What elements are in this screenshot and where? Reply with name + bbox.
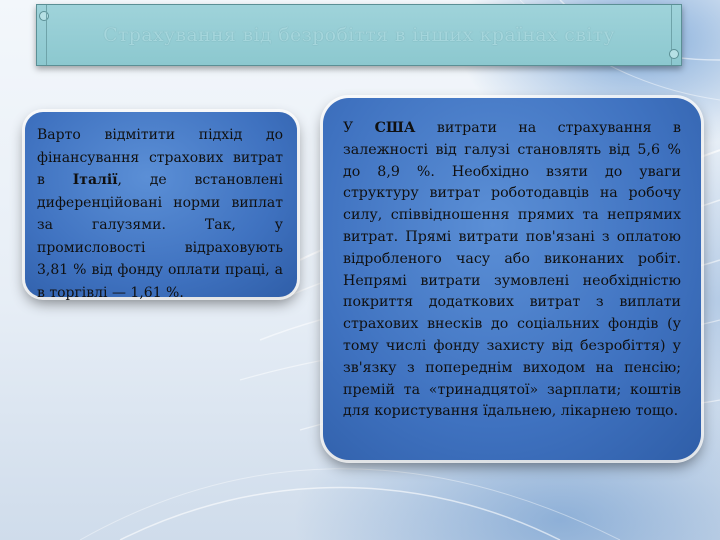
italy-text-end: , де встановлені диференційовані норми виплат за галузями. Так, у промисловості відраховують 3,81 % від фонду оплати праці, а в торгівлі — 1,61 %. bbox=[37, 172, 283, 301]
italy-bold-country: Італії bbox=[72, 172, 118, 188]
italy-text-start: Варто відмітити підхід до фінансування страхових витрат в bbox=[37, 127, 283, 188]
usa-paragraph bbox=[343, 118, 681, 423]
usa-text-end: витрати на страхування в залежності від галузі становлять від 5,6 % до 8,9 %. Необхідно взяти до уваги структуру витрат роботодавців на робочу силу, співвідношення прямих та непрямих витрат. Прямі витрати пов'язані з оплатою відробленого часу або виконаних робіт. Непрямі витрати зумовлені необхідністю покриття додаткових витрат з виплати страхових внесків до соціальних фондів (у тому числі фонду захисту від безробіття) у зв'язку з попереднім виходом на пенсію; премій та «тринадцятої» зарплати; коштів для користування їдальнею, лікарнею тощо. bbox=[343, 120, 681, 420]
scroll-right-curl bbox=[671, 5, 681, 65]
usa-bold-country: США bbox=[374, 120, 416, 136]
usa-text-start: У bbox=[343, 120, 375, 136]
title-banner bbox=[36, 4, 682, 66]
italy-text-box bbox=[25, 112, 297, 301]
scroll-left-curl bbox=[37, 5, 47, 65]
slide-title: Страхування від безробіття в інших країнах світу bbox=[103, 24, 615, 46]
usa-text-box bbox=[323, 98, 701, 460]
italy-paragraph bbox=[37, 124, 283, 304]
